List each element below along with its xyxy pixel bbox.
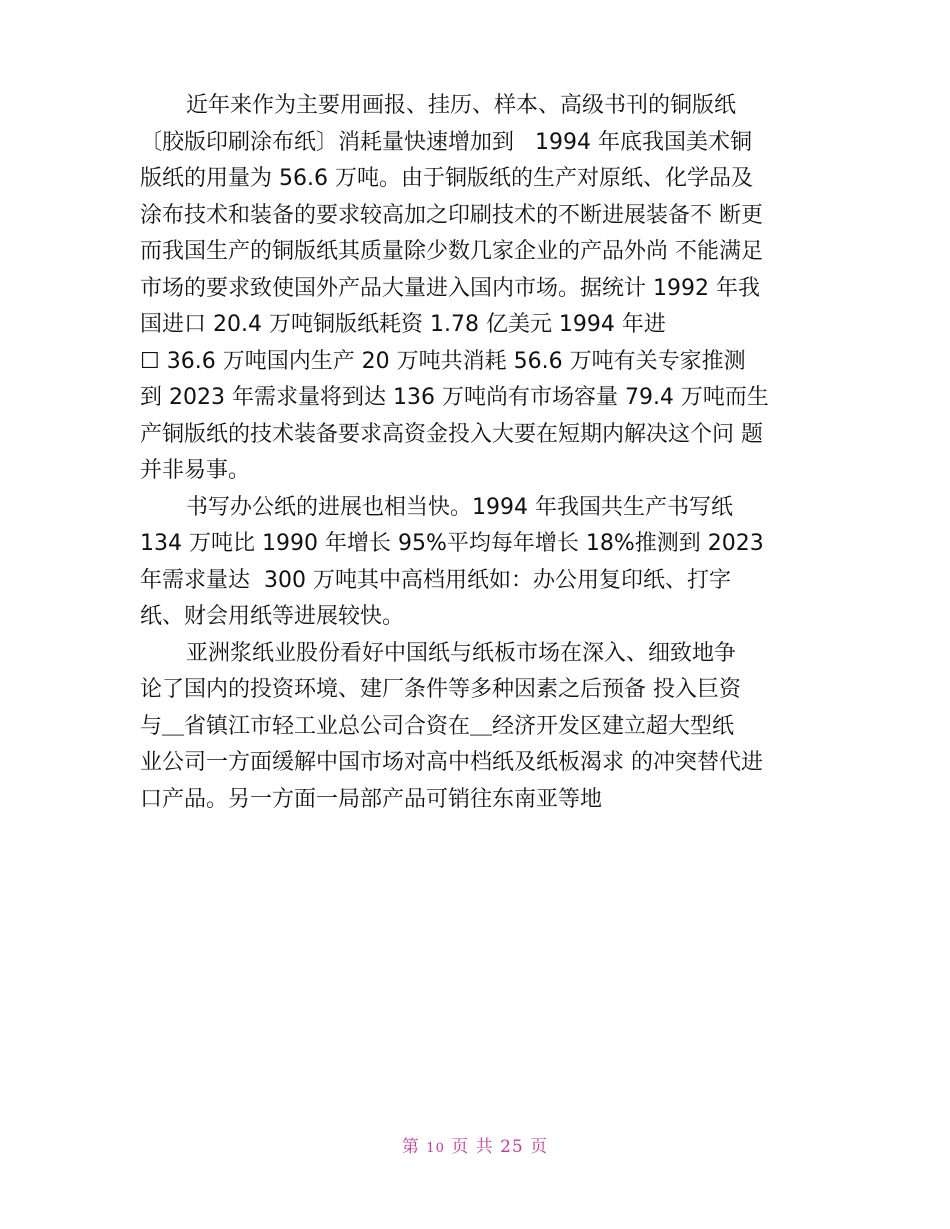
paragraph-line: 134 万吨比 1990 年增长 95%平均每年增长 18%推测到 2023 bbox=[140, 531, 764, 556]
document-body bbox=[140, 88, 840, 818]
page-total: 25 bbox=[500, 1137, 524, 1157]
paragraph-line: ☐ 36.6 万吨国内生产 20 万吨共消耗 56.6 万吨有关专家推测 bbox=[140, 348, 746, 374]
page-footer bbox=[0, 1132, 950, 1157]
paragraph-line: 口产品。另一方面一局部产品可销往东南亚等地 bbox=[140, 786, 603, 812]
paragraph-line: 到 2023 年需求量将到达 136 万吨尚有市场容量 79.4 万吨而生 bbox=[140, 385, 769, 410]
paragraph-line: 近年来作为主要用画报、挂历、样本、高级书刊的铜版纸 bbox=[186, 93, 737, 118]
footer-suffix: 页 bbox=[530, 1137, 549, 1157]
paragraph-line: 与＿省镇江市轻工业总公司合资在＿经济开发区建立超大型纸 bbox=[140, 713, 735, 739]
paragraph-line: 产铜版纸的技术装备要求高资金投入大要在短期内解决这个问 题 bbox=[140, 421, 763, 447]
paragraph-line: 涂布技术和装备的要求较高加之印刷技术的不断进展装备不 断更 bbox=[140, 202, 763, 228]
paragraph-line: 市场的要求致使国外产品大量进入国内市场。据统计 1992 年我 bbox=[140, 275, 760, 301]
paragraph-line: 而我国生产的铜版纸其质量除少数几家企业的产品外尚 不能满足 bbox=[140, 239, 763, 264]
paragraph-line: 年需求量达 300 万吨其中高档用纸如：办公用复印纸、打字 bbox=[140, 567, 731, 593]
paragraph-line: 并非易事。 bbox=[140, 458, 251, 483]
page-number: 10 bbox=[426, 1141, 445, 1156]
paragraph-line: 亚洲浆纸业股份看好中国纸与纸板市场在深入、细致地争 bbox=[186, 640, 737, 666]
paragraph-line: 书写办公纸的进展也相当快。1994 年我国共生产书写纸 bbox=[186, 494, 733, 520]
paragraph-line: 业公司一方面缓解中国市场对高中档纸及纸板渴求 的冲突替代进 bbox=[140, 750, 763, 775]
paragraph-line: 纸、财会用纸等进展较快。 bbox=[140, 604, 405, 629]
footer-middle: 页 共 bbox=[451, 1137, 494, 1157]
paragraph-line: 论了国内的投资环境、建厂条件等多种因素之后预备 投入巨资 bbox=[140, 677, 741, 702]
paragraph-line: 〔胶版印刷涂布纸〕消耗量快速增加到 1994 年底我国美术铜 bbox=[140, 129, 752, 155]
paragraph-line: 版纸的用量为 56.6 万吨。由于铜版纸的生产对原纸、化学品及 bbox=[140, 166, 753, 191]
footer-prefix: 第 bbox=[401, 1137, 420, 1157]
paragraph-line: 国进口 20.4 万吨铜版纸耗资 1.78 亿美元 1994 年进 bbox=[140, 312, 666, 337]
